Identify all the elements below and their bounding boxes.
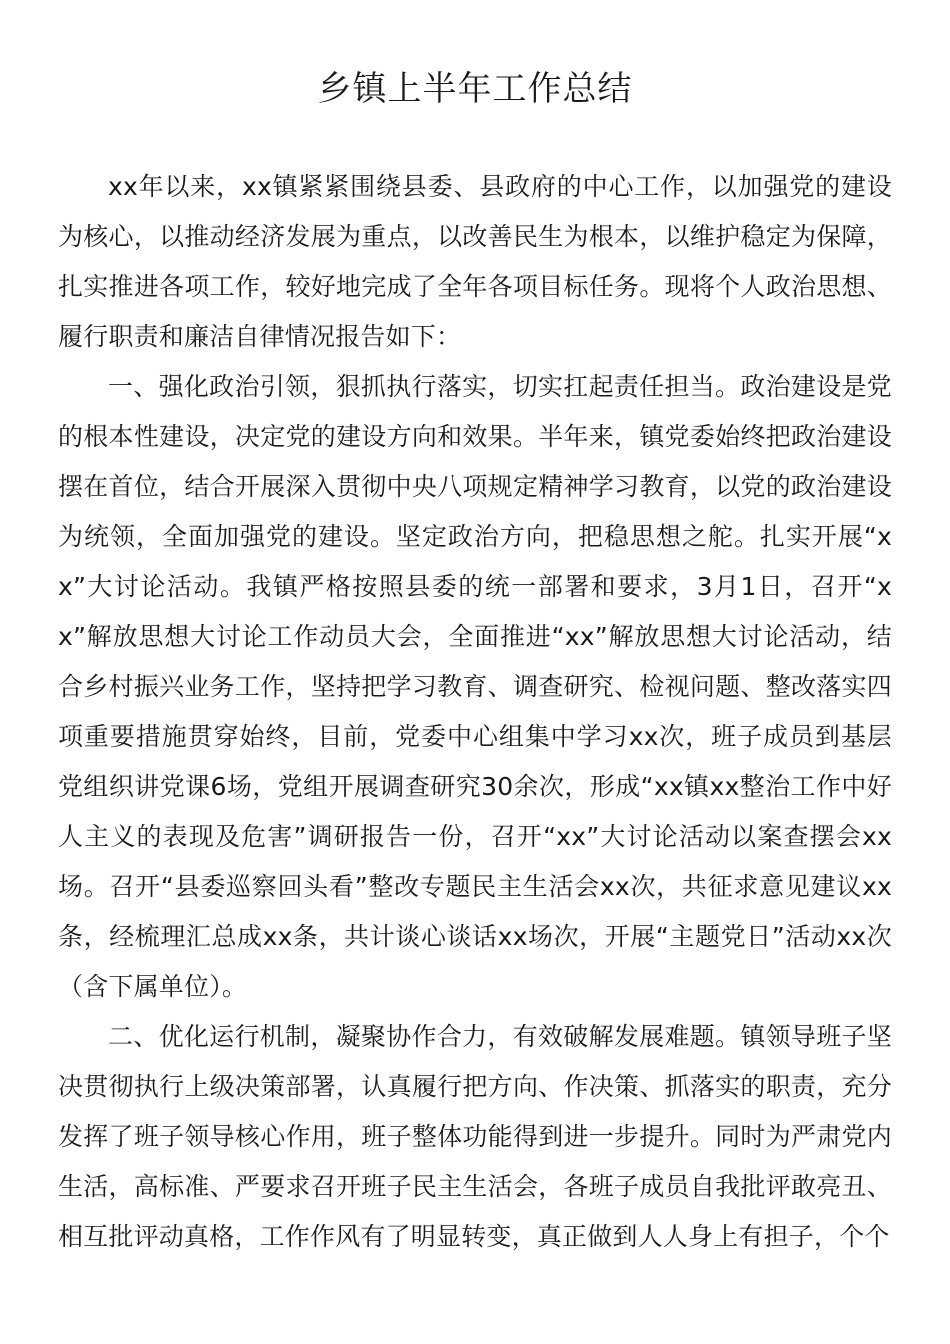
document-title: 乡镇上半年工作总结 [317,69,633,109]
paragraph-intro: xx年以来，xx镇紧紧围绕县委、县政府的中心工作，以加强党的建设为核心，以推动经济发展为重点，以改善民生为根本，以维护稳定为保障，扎实推进各项工作，较好地完成了全年各项目标任务。现将个人政治思想、履行职责和廉洁自律情况报告如下： [58,172,892,351]
paragraph-section-1: 一、强化政治引领，狠抓执行落实，切实扛起责任担当。政治建设是党的根本性建设，决定党的建设方向和效果。半年来，镇党委始终把政治建设摆在首位，结合开展深入贯彻中央八项规定精神学习教育，以党的政治建设为统领，全面加强党的建设。坚定政治方向，把稳思想之舵。扎实开展“xx”大讨论活动。我镇严格按照县委的统一部署和要求，3月1日，召开“xx”解放思想大讨论工作动员大会，全面推进“xx”解放思想大讨论活动，结合乡村振兴业务工作，坚持把学习教育、调查研究、检视问题、整改落实四项重要措施贯穿始终，目前，党委中心组集中学习xx次，班子成员到基层党组织讲党课6场，党组开展调查研究30余次，形成“xx镇xx整治工作中好人主义的表现及危害”调研报告一份，召开“xx”大讨论活动以案查摆会xx场。召开“县委巡察回头看”整改专题民主生活会xx次，共征求意见建议xx条，经梳理汇总成xx条，共计谈心谈话xx场次，开展“主题党日”活动xx次（含下属单位）。 [58,372,892,1001]
document-body [58,162,892,1262]
paragraph-section-2: 二、优化运行机制，凝聚协作合力，有效破解发展难题。镇领导班子坚决贯彻执行上级决策部署，认真履行把方向、作决策、抓落实的职责，充分发挥了班子领导核心作用，班子整体功能得到进一步提升。同时为严肃党内生活，高标准、严要求召开班子民主生活会，各班子成员自我批评敢亮丑、相互批评动真格，工作作风有了明显转变，真正做到人人身上有担子，个个 [58,1022,892,1251]
